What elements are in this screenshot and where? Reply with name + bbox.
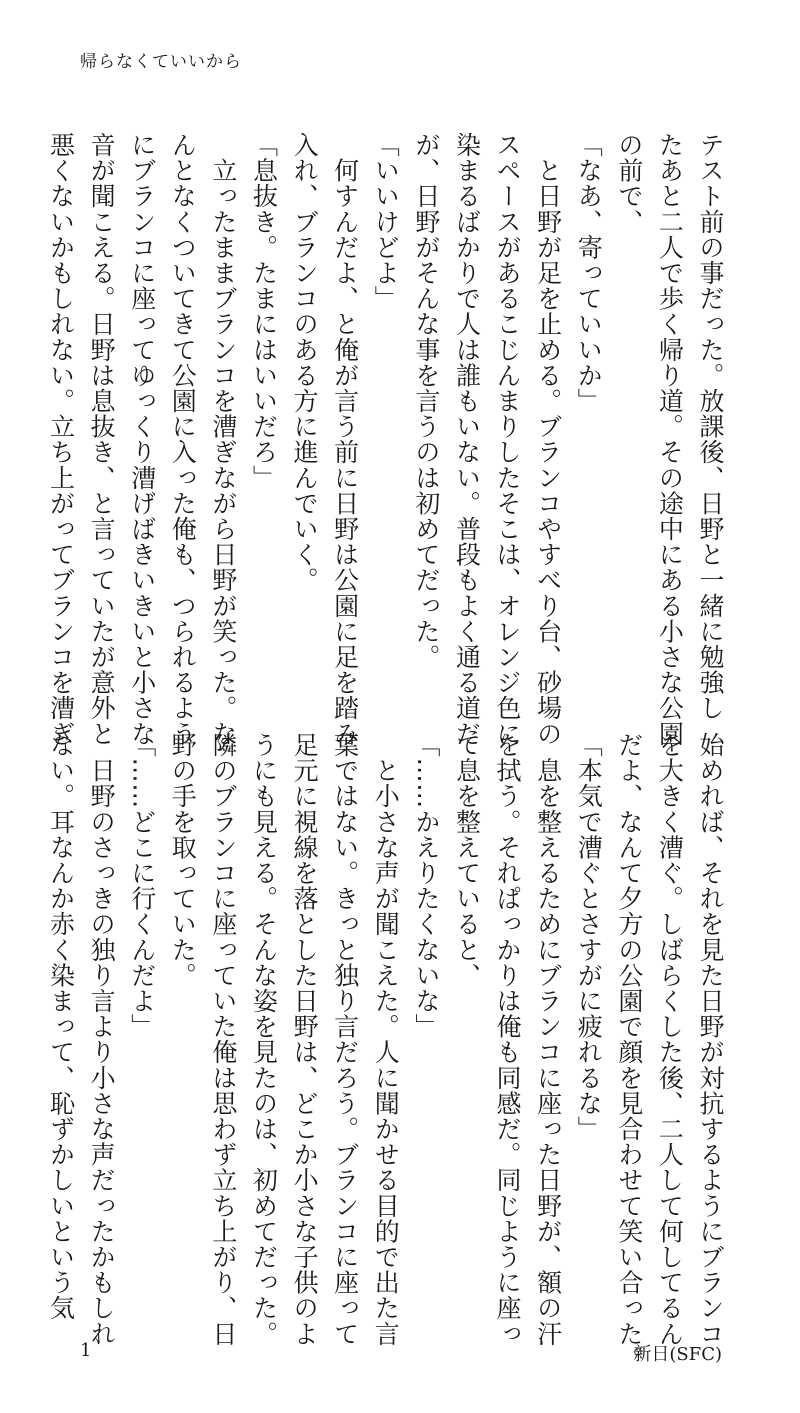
text-line: と小さな声が聞こえた。人に聞かせる目的で出た言 [371,732,401,1347]
text-line: だよ、なんて夕方の公園で顔を見合わせて笑い合った。 [614,732,644,1372]
text-line: 「息抜き。たまにはいいだろ」 [249,132,279,491]
text-line: 息を整えるためにブランコに座った日野が、額の汗 [533,732,563,1347]
text-line: の前で、 [614,132,644,235]
text-line: 染まるばかりで人は誰もいない。普段もよく通る道だ [452,132,482,747]
text-line: ない。耳なんか赤く染まって、恥ずかしいという気 [46,732,76,1321]
text-line: 立ったままブランコを漕ぎながら日野が笑った。な [208,132,238,747]
text-line: 「いいけどよ」 [371,132,401,312]
text-line: 悪くないかもしれない。立ち上がってブランコを漕ぎ [46,132,76,747]
text-line: と日野が足を止める。ブランコやすべり台、砂場の [533,132,563,747]
text-line: 足元に視線を落とした日野は、どこか小さな子供のよ [290,732,320,1347]
text-line: 入れ、ブランコのある方に進んでいく。 [290,132,320,593]
text-line: 何すんだよ、と俺が言う前に日野は公園に足を踏み [330,132,360,747]
text-line: 始めれば、それを見た日野が対抗するようにブランコ [696,732,725,1347]
text-line: 「……どこに行くんだよ」 [127,732,157,1040]
text-line: て息を整えていると、 [452,732,482,988]
text-line: 葉ではない。きっと独り言だろう。ブランコに座って [330,732,360,1347]
text-line: 「なあ、寄っていいか」 [574,132,604,414]
text-line: 隣のブランコに座っていた俺は思わず立ち上がり、日 [208,732,238,1347]
text-line: んとなくついてきて公園に入った俺も、つられるよう [168,132,198,747]
text-line: スペースがあるこじんまりしたそこは、オレンジ色に [493,132,523,747]
text-line: うにも見える。そんな姿を見たのは、初めてだった。 [249,732,279,1347]
text-line: 「本気で漕ぐとさすがに疲れるな」 [574,732,604,1142]
text-line: を大きく漕ぐ。しばらくした後、二人して何してるん [655,732,685,1347]
text-line: 野の手を取っていた。 [168,732,198,988]
text-line: にブランコに座ってゆっくり漕げばきいきいと小さな [127,132,157,747]
text-line: が、日野がそんな事を言うのは初めてだった。 [411,132,441,670]
author-name: 新日(SFC) [633,1344,722,1365]
text-block-upper [46,132,730,747]
text-line: 日野のさっきの独り言より小さな声だったかもしれ [87,732,117,1347]
text-line: 「……かえりたくないな」 [411,732,441,1040]
text-line: 音が聞こえる。日野は息抜き、と言っていたが意外と [87,132,117,747]
text-line: たあと二人で歩く帰り道。その途中にある小さな公園 [655,132,685,747]
page-number: 1 [80,1340,92,1361]
document-title: 帰らなくていいから [80,52,242,72]
text-line: テスト前の事だった。放課後、日野と一緒に勉強し [696,132,725,721]
text-line: を拭う。それぱっかりは俺も同感だ。同じように座っ [493,732,523,1347]
